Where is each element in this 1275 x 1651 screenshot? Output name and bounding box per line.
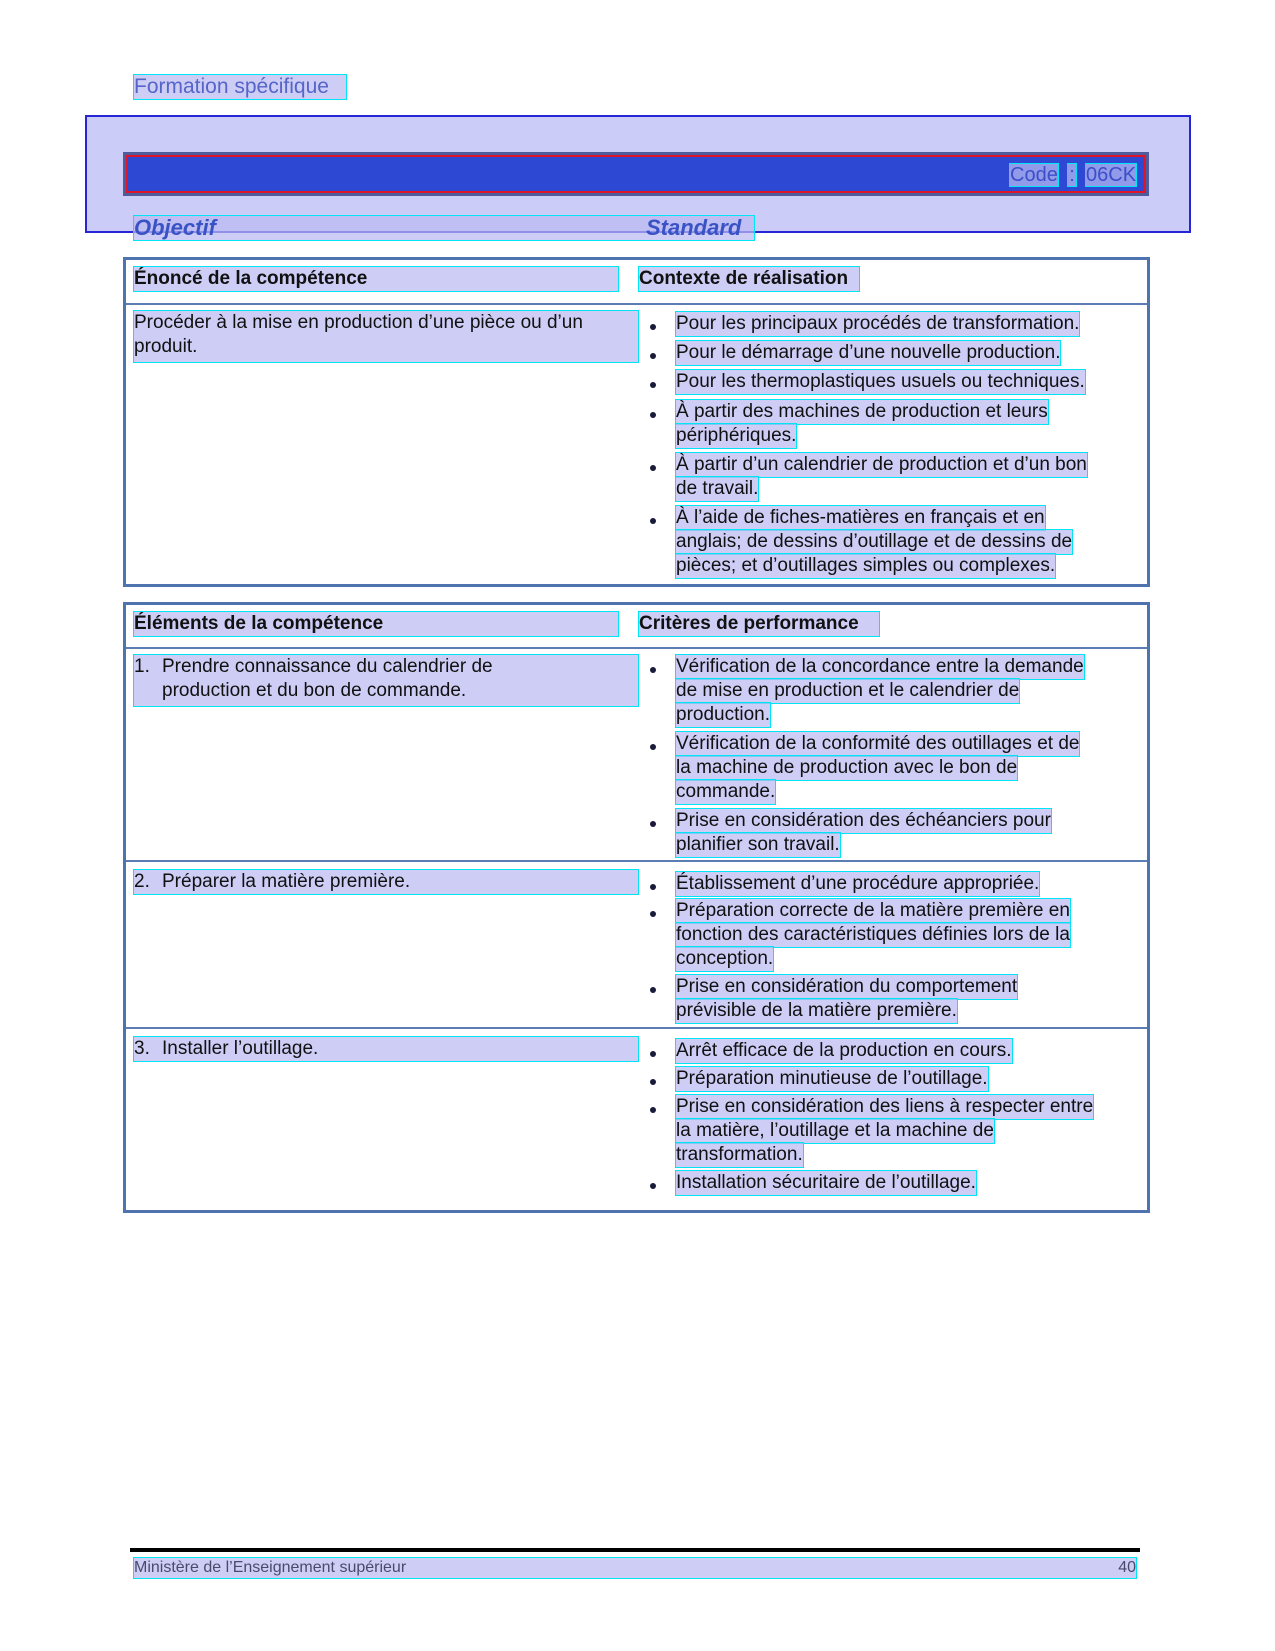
element-number: 1. [134,656,150,677]
competency-statement [134,311,638,362]
criterion-item: Préparation correcte de la matière première en [676,900,1070,921]
criterion-item: la machine de production avec le bon de [676,757,1018,778]
criterion-item: fonction des caractéristiques définies lors de la [676,924,1070,945]
bullet-icon [650,987,656,993]
element-line: Prendre connaissance du calendrier de [162,656,493,677]
criterion-item: de mise en production et le calendrier de [676,680,1020,701]
objective-label: Objectif [134,215,216,240]
footer-rule [130,1548,1140,1552]
criterion-item: commande. [676,781,776,802]
header-divider [126,303,1147,305]
bullet-icon [650,1107,656,1113]
bullet-icon [650,1079,656,1085]
context-item: À partir d’un calendrier de production et d’un bon [676,454,1087,475]
bullet-icon [650,324,656,330]
element-line: production et du bon de commande. [162,680,467,701]
statement-line: produit. [134,336,198,357]
competency-elements-table [123,602,1150,1213]
bullet-icon [650,412,656,418]
elements-header: Éléments de la compétence [134,612,618,636]
row-divider [126,860,1147,862]
criterion-item: transformation. [676,1144,803,1165]
header-divider [126,647,1147,649]
criterion-item: Vérification de la conformité des outillages et de [676,733,1080,754]
criterion-item: planifier son travail. [676,834,840,855]
context-item: Pour les thermoplastiques usuels ou techniques. [676,371,1085,392]
context-item: pièces; et d’outillages simples ou complexes. [676,555,1056,576]
competency-element [134,1037,638,1061]
criterion-item: Prise en considération des échéanciers pour [676,810,1051,831]
criterion-item: Vérification de la concordance entre la demande [676,656,1084,677]
context-header: Contexte de réalisation [639,267,859,291]
context-item: À partir des machines de production et leurs [676,401,1048,422]
criteria-header: Critères de performance [639,612,879,636]
context-item: de travail. [676,478,759,499]
bullet-icon [650,1183,656,1189]
bullet-icon [650,667,656,673]
criterion-item: la matière, l’outillage et la machine de [676,1120,994,1141]
criterion-item: Établissement d’une procédure appropriée. [676,873,1040,894]
objective-standard-row [134,216,754,240]
element-number: 3. [134,1038,150,1059]
code-label: Code [1010,164,1058,186]
competency-element [134,870,638,894]
context-item: À l’aide de fiches-matières en français et en [676,507,1045,528]
bullet-icon [650,911,656,917]
standard-label: Standard [646,215,742,240]
bullet-icon [650,1051,656,1057]
criterion-item: conception. [676,948,774,969]
footer-ministry: Ministère de l’Enseignement supérieur [134,1559,407,1576]
criterion-item: Préparation minutieuse de l’outillage. [676,1068,988,1089]
context-item: anglais; de dessins d’outillage et de dessins de [676,531,1073,552]
criterion-item: Arrêt efficace de la production en cours. [676,1040,1012,1061]
bullet-icon [650,744,656,750]
footer [134,1558,1136,1578]
criterion-item: Prise en considération du comportement [676,976,1018,997]
bullet-icon [650,884,656,890]
section-title: Formation spécifique [134,75,346,99]
criterion-item: prévisible de la matière première. [676,1000,957,1021]
bullet-icon [650,518,656,524]
element-line: Préparer la matière première. [162,871,411,892]
context-item: périphériques. [676,425,797,446]
competency-element [134,655,638,706]
context-item: Pour les principaux procédés de transformation. [676,313,1080,334]
bullet-icon [650,353,656,359]
code-value: 06CK [1086,164,1137,186]
bullet-icon [650,465,656,471]
statement-line: Procéder à la mise en production d’une pièce ou d’un [134,312,583,333]
code-separator: : [1069,164,1075,186]
page-number: 40 [1118,1559,1136,1576]
row-divider [126,1027,1147,1029]
element-number: 2. [134,871,150,892]
element-line: Installer l’outillage. [162,1038,319,1059]
criterion-item: production. [676,704,771,725]
bullet-icon [650,382,656,388]
code-bar-frame [126,155,1146,193]
bullet-icon [650,821,656,827]
context-item: Pour le démarrage d’une nouvelle production. [676,342,1061,363]
code-bar [123,152,1149,196]
criterion-item: Installation sécuritaire de l’outillage. [676,1172,976,1193]
statement-header: Énoncé de la compétence [134,267,618,291]
competency-statement-table [123,257,1150,587]
criterion-item: Prise en considération des liens à respecter entre [676,1096,1094,1117]
